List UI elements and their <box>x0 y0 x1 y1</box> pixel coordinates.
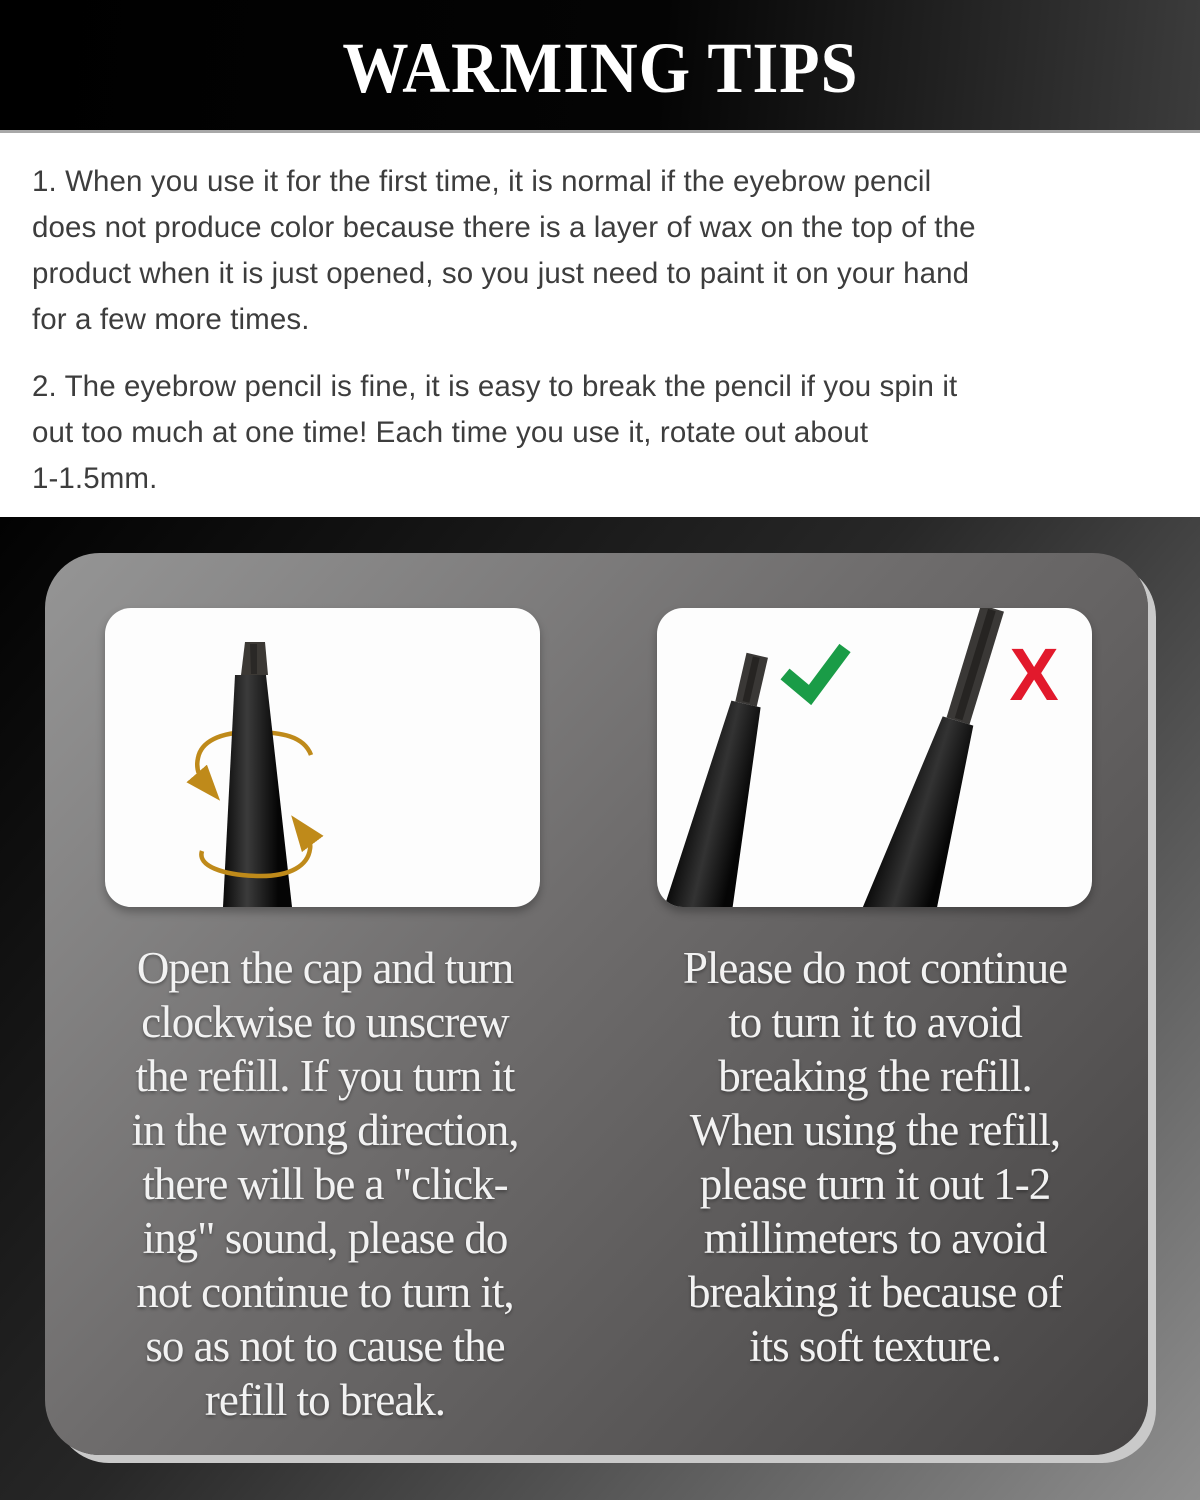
text-line: breaking it because of <box>687 1267 1063 1317</box>
text-line: When using the refill, <box>689 1105 1061 1155</box>
text-line: 1. When you use it for the first time, it is normal if the eyebrow pencil <box>32 165 932 198</box>
text-line: the refill. If you turn it <box>135 1051 515 1101</box>
left-instruction <box>55 941 595 1427</box>
text-line: clockwise to unscrew <box>141 997 509 1047</box>
pencil-correct <box>664 648 790 907</box>
text-line: product when it is just opened, so you just need to paint it on your hand <box>32 257 970 290</box>
text-line: ing" sound, please do <box>142 1213 508 1263</box>
caption-row <box>45 941 1148 1427</box>
text-line: there will be a "click- <box>142 1159 508 1209</box>
text-line: 2. The eyebrow pencil is fine, it is easy to break the pencil if you spin it <box>32 370 958 403</box>
text-line: millimeters to avoid <box>703 1213 1047 1263</box>
rotation-arrows-icon <box>105 608 540 907</box>
text-line: does not produce color because there is a layer of wax on the top of the <box>32 211 976 244</box>
text-line: refill to break. <box>204 1375 446 1425</box>
text-line: breaking the refill. <box>718 1051 1032 1101</box>
text-line: its soft texture. <box>749 1321 1001 1371</box>
image-row <box>45 553 1148 907</box>
instruction-panel <box>45 553 1148 1455</box>
text-line: 1-1.5mm. <box>32 462 158 495</box>
text-line: to turn it to avoid <box>728 997 1022 1047</box>
title-banner <box>0 0 1200 133</box>
page-title: WARMING TIPS <box>342 27 858 108</box>
text-line: Open the cap and turn <box>136 943 514 993</box>
text-line: out too much at one time! Each time you use it, rotate out about <box>32 416 869 449</box>
tip-1 <box>32 159 1172 343</box>
intro-section <box>0 133 1200 517</box>
pencil-wrong <box>861 608 1028 907</box>
right-instruction <box>605 941 1145 1427</box>
correct-wrong-graphic <box>657 608 1092 907</box>
text-line: please turn it out 1-2 <box>699 1159 1051 1209</box>
tip-2 <box>32 364 1172 502</box>
correct-wrong-image <box>657 608 1092 907</box>
pencil-lead-shade <box>250 644 257 674</box>
text-line: in the wrong direction, <box>131 1105 519 1155</box>
dark-section <box>0 517 1200 1500</box>
text-line: Please do not continue <box>682 943 1068 993</box>
text-line: not continue to turn it, <box>136 1267 514 1317</box>
text-line: for a few more times. <box>32 303 310 336</box>
rotate-pencil-image <box>105 608 540 907</box>
text-line: so as not to cause the <box>145 1321 505 1371</box>
x-icon: X <box>1009 633 1059 716</box>
check-icon <box>785 648 845 695</box>
